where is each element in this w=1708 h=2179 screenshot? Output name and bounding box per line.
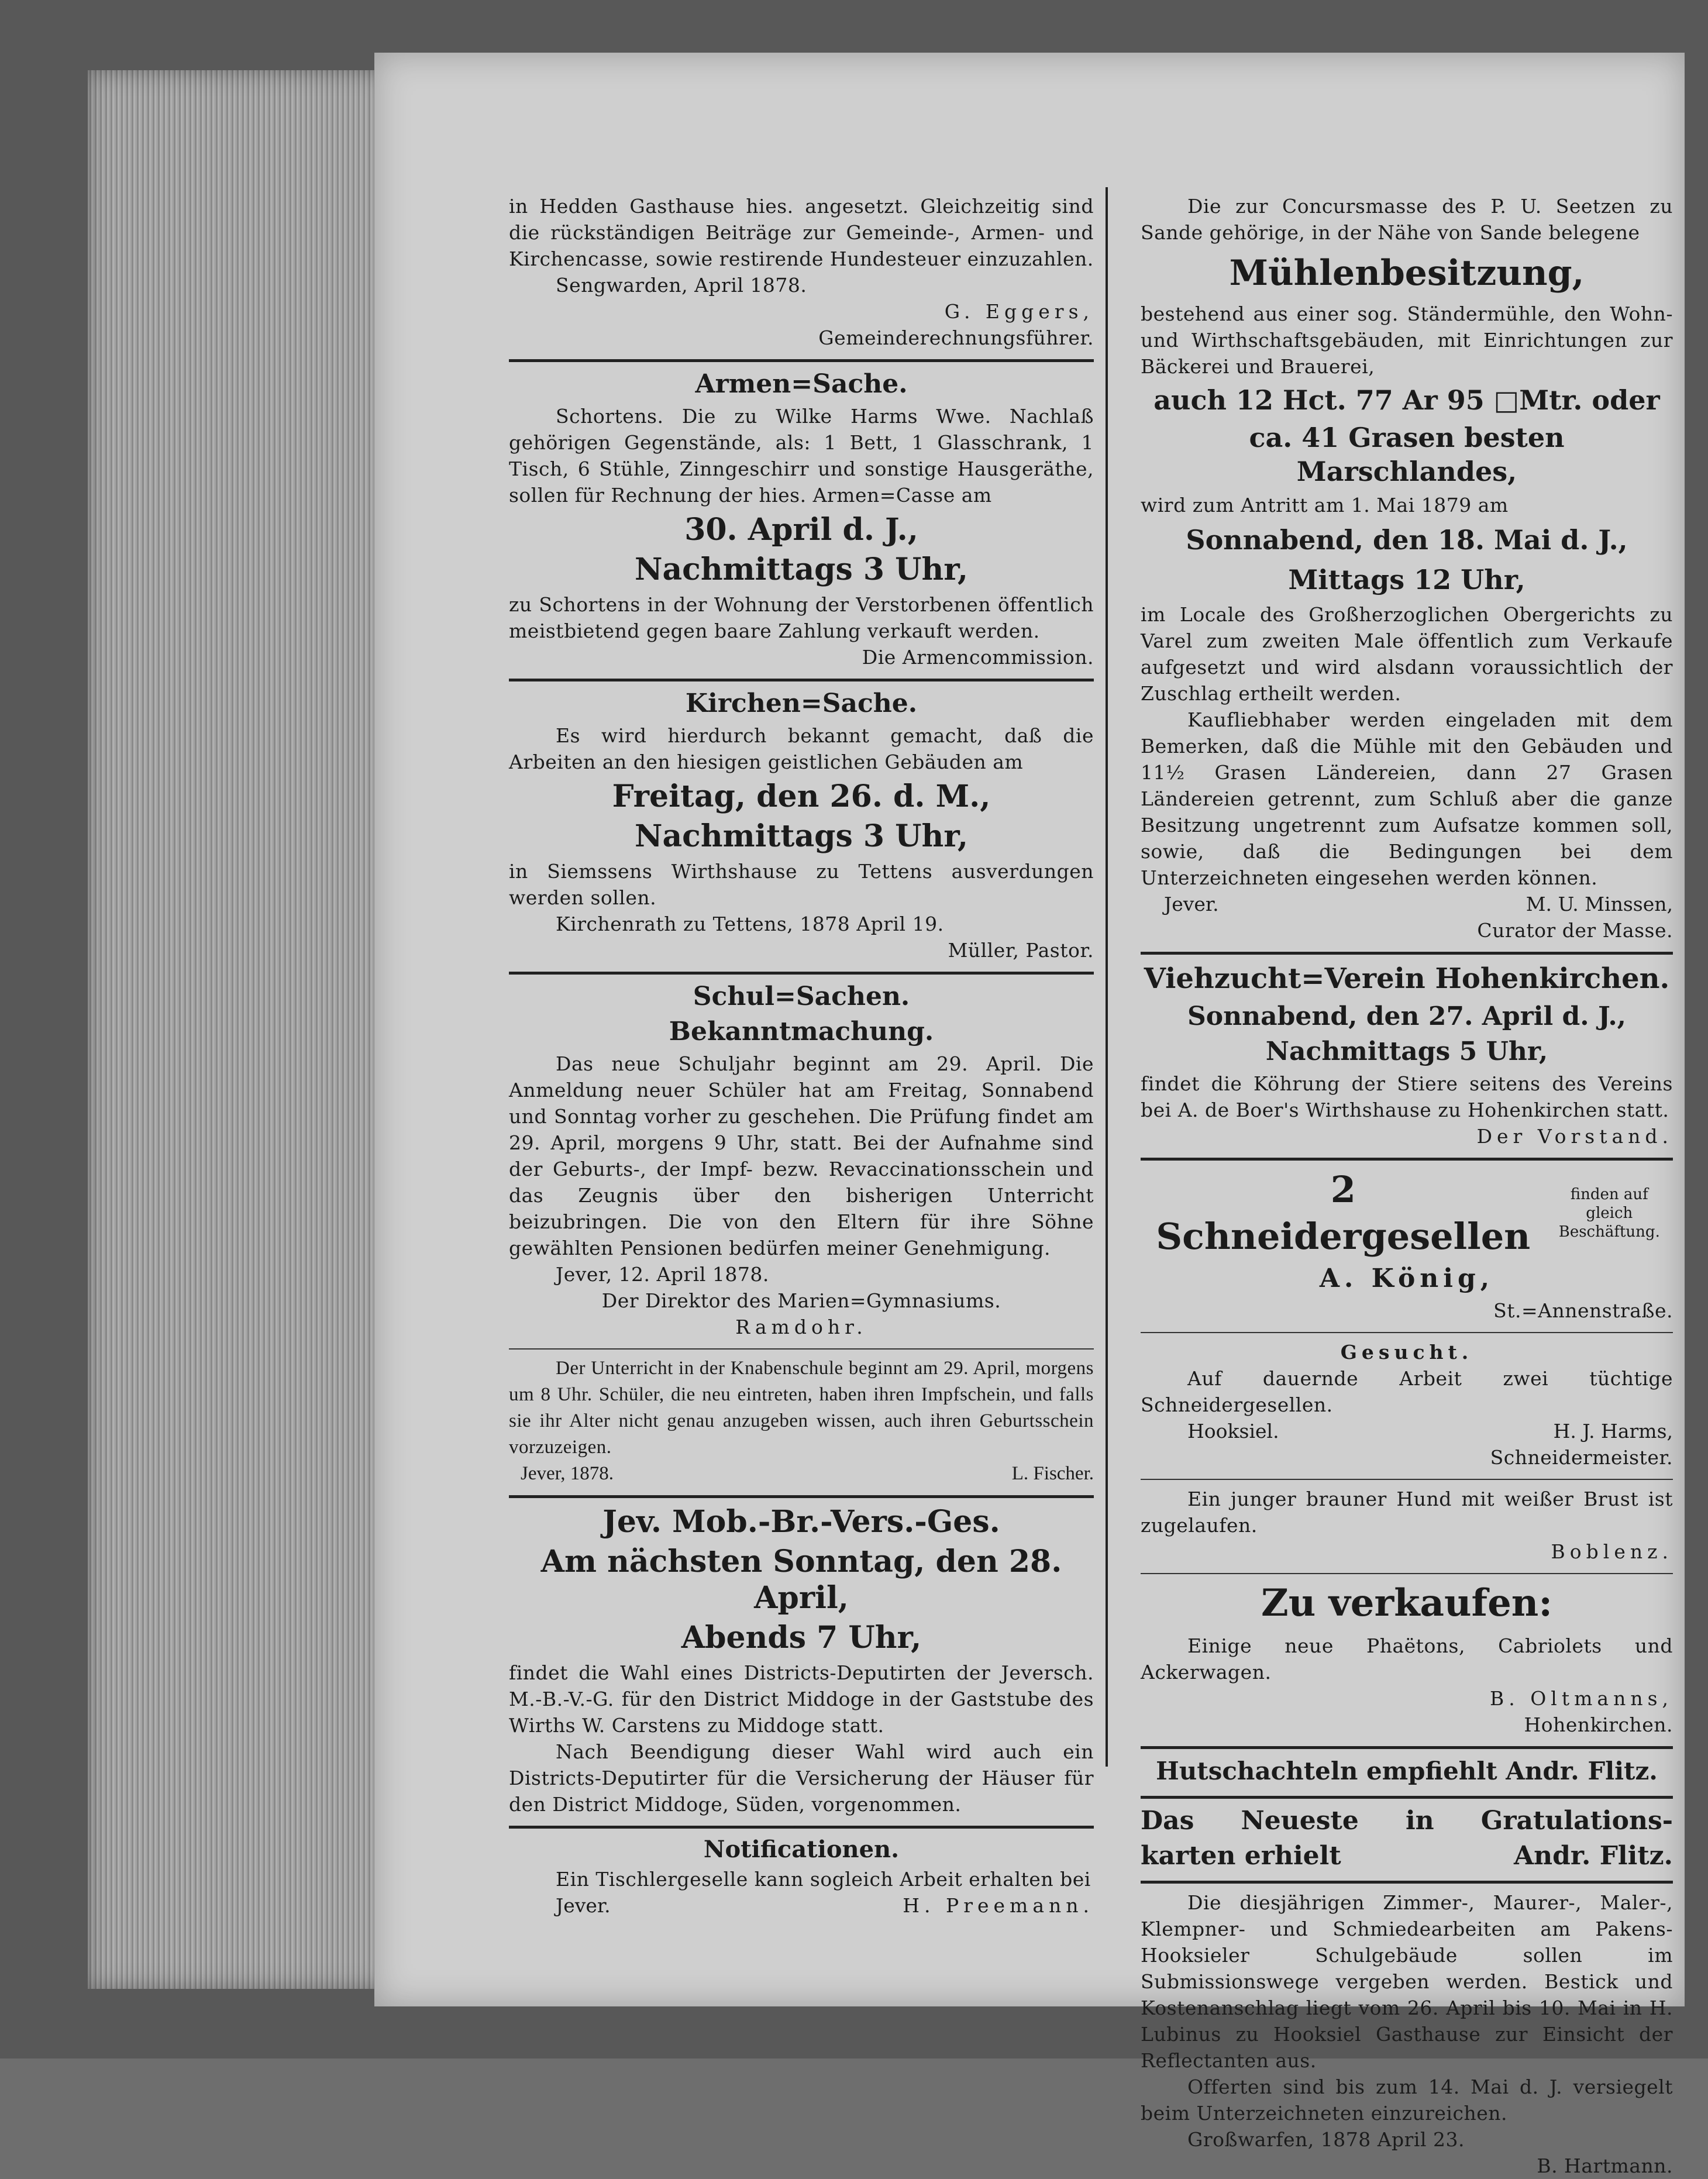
notice-signer: A. König, (1319, 1264, 1494, 1293)
notice-note (1546, 1185, 1673, 1241)
notice-hutschachteln: Hutschachteln empfiehlt Andr. Flitz. (1156, 1757, 1658, 1785)
notice-role: Gemeinderechnungsführer. (818, 326, 1094, 349)
signature-row (1141, 891, 1673, 917)
section-rule (509, 972, 1094, 975)
notice-time: Nachmittags 3 Uhr, (634, 552, 969, 587)
notice-notificationen (509, 1834, 1094, 1919)
notice-place-date: Großwarfen, 1878 April 23. (1187, 2128, 1465, 2151)
notice-submission (1141, 1889, 1673, 2179)
notice-text: Ein Tischlergeselle kann sogleich Arbeit erhalten bei (556, 1868, 1091, 1891)
section-rule (509, 1826, 1094, 1829)
section-subheading: Bekanntmachung. (669, 1017, 934, 1047)
notice-text: Einige neue Phaëtons, Cabriolets und Ackerwagen. (1141, 1634, 1673, 1684)
notice-place: Hohenkirchen. (1524, 1713, 1673, 1736)
notice-text: Es wird hierdurch bekannt gemacht, daß die Arbeiten an den hiesigen geistlichen Gebäuden am (509, 724, 1094, 773)
notice-heading: Das Neueste in Gratulations- (1141, 1806, 1673, 1836)
section-heading: Kirchen=Sache. (685, 689, 918, 718)
notice-kirchen (509, 687, 1094, 963)
notice-text: Ein junger brauner Hund mit weißer Brust ist zugelaufen. (1141, 1488, 1673, 1537)
section-rule (509, 679, 1094, 681)
notice-text: Die diesjährigen Zimmer-, Maurer-, Maler-, Klempner- und Schmiedearbeiten am Pakens-Hooksieler Schulgebäude sollen im Submissionswege vergeben werden. Bestick und Kostenanschlag liegt vom 26. April bis 10. Mai in H. Lubinus zu Hooksiel Gasthause zur Einsicht der Reflectanten aus. (1141, 1891, 1673, 2072)
notice-signer: Andr. Flitz. (1514, 1841, 1673, 1871)
notice-place: Hooksiel. (1187, 1420, 1279, 1443)
notice-time: Abends 7 Uhr, (681, 1620, 922, 1655)
notice-text: zu Schortens in der Wohnung der Verstorbenen öffentlich meistbietend gegen baare Zahlung verkauft werden. (509, 593, 1094, 642)
notice-hund (1141, 1486, 1673, 1565)
notice-time: Nachmittags 3 Uhr, (634, 818, 969, 854)
notice-heading: 2 Schneidergesellen (1156, 1168, 1531, 1258)
notice-date: Freitag, den 26. d. M., (612, 779, 991, 814)
notice-jev (509, 1504, 1094, 1817)
notice-heading: Gesucht. (1340, 1341, 1473, 1364)
heading-row (1141, 1840, 1673, 1872)
notice-sengwarden (509, 193, 1094, 351)
notice-size: ca. 41 Grasen besten Marschlandes, (1249, 422, 1565, 487)
notice-signer: H. Preemann. (903, 1894, 1094, 1917)
notice-text: wird zum Antritt am 1. Mai 1879 am (1141, 494, 1509, 517)
notice-signer: Boblenz. (1551, 1540, 1673, 1563)
notice-address: St.=Annenstraße. (1493, 1299, 1673, 1322)
notice-text: Das neue Schuljahr beginnt am 29. April. Die Anmeldung neuer Schüler hat am Freitag, Sonnabend und Sonntag vorher zu geschehen. Die Prüfung findet am 29. April, morgens 9 Uhr, statt. Bei der Aufnahme sind der Geburts-, der Impf- bezw. Revaccinationsschein und das Zeugnis über den bisherigen Unterricht beizubringen. Die von den Eltern für ihre Söhne gewählten Pensionen bedürfen meiner Genehmigung. (509, 1052, 1094, 1259)
notice-text: findet die Köhrung der Stiere seitens des Vereins bei A. de Boer's Wirthshause zu Hohenkirchen statt. (1141, 1072, 1673, 1121)
notice-text: in Siemssens Wirthshause zu Tettens ausverdungen werden sollen. (509, 860, 1094, 909)
section-rule-thin (509, 1348, 1094, 1350)
notice-signer: Ramdohr. (735, 1316, 867, 1338)
notice-text: Offerten sind bis zum 14. Mai d. J. versiegelt beim Unterzeichneten einzureichen. (1141, 2075, 1673, 2125)
notice-signer: L. Fischer. (1011, 1463, 1094, 1484)
notice-size: auch 12 Hct. 77 Ar 95 □Mtr. oder (1153, 384, 1660, 416)
notice-date: Am nächsten Sonntag, den 28. April, (540, 1544, 1062, 1616)
notice-text: Der Unterricht in der Knabenschule beginnt am 29. April, morgens um 8 Uhr. Schüler, die neu eintreten, haben ihren Impfschein, und falls sie ihr Alter nicht genau anzugeben wissen, auch ihren Geburtsschein vorzuzeigen. (509, 1358, 1094, 1458)
notice-text: in Hedden Gasthause hies. angesetzt. Gleichzeitig sind die rückständigen Beiträge zur Gemeinde-, Armen- und Kirchencasse, sowie restirende Hundesteuer einzuzahlen. (509, 195, 1094, 270)
notice-signer: B. Hartmann. (1537, 2154, 1673, 2177)
notice-heading-part: karten erhielt (1141, 1841, 1341, 1871)
right-column (1141, 193, 1673, 2179)
notice-heading: Viehzucht=Verein Hohenkirchen. (1144, 962, 1670, 995)
notice-signer: Die Armencommission. (862, 646, 1094, 669)
notice-signer: H. J. Harms, (1553, 1420, 1673, 1443)
notice-heading: Mühlenbesitzung, (1229, 253, 1585, 294)
notice-place-date: Kirchenrath zu Tettens, 1878 April 19. (556, 913, 944, 935)
signature-row (1141, 1418, 1673, 1444)
notice-text: findet die Wahl eines Districts-Deputirten der Jeversch. M.-B.-V.-G. für den District Middoge in der Gaststube des Wirths W. Carstens zu Middoge statt. (509, 1661, 1094, 1737)
notice-place: Jever. (556, 1894, 611, 1917)
section-rule-thin (1141, 1573, 1673, 1574)
section-rule (1141, 1881, 1673, 1884)
notice-place: Jever. (1164, 893, 1219, 915)
notice-gratulationskarten (1141, 1805, 1673, 1872)
notice-muehle (1141, 193, 1673, 944)
section-heading: Schul=Sachen. (693, 982, 910, 1011)
notice-schneidergesellen (1141, 1166, 1673, 1324)
heading-row (1141, 1166, 1673, 1260)
notice-text: Nach Beendigung dieser Wahl wird auch ein Districts-Deputirter für die Versicherung der Häuser für den District Middoge, Süden, vorgenommen. (509, 1740, 1094, 1816)
book-page-edges (88, 70, 392, 1989)
section-rule (509, 359, 1094, 362)
notice-text: Auf dauernde Arbeit zwei tüchtige Schneidergesellen. (1141, 1367, 1673, 1416)
notice-text: im Locale des Großherzoglichen Obergerichts zu Varel zum zweiten Male öffentlich zum Verkaufe aufgesetzt und wird alsdann voraussichtlich der Zuschlag ertheilt werden. (1141, 603, 1673, 705)
notice-text: Kaufliebhaber werden eingeladen mit dem Bemerken, daß die Mühle mit den Gebäuden und 11½ Grasen Ländereien, dann 27 Grasen Ländereien getrennt, zum Schluß aber die ganze Besitzung ungetrennt zum Aufsatze kommen soll, sowie, daß die Bedingungen bei dem Unterzeichneten eingesehen werden können. (1141, 708, 1673, 889)
section-rule (1141, 1158, 1673, 1161)
notice-role: Curator der Masse. (1477, 919, 1673, 942)
notice-place-date: Jever, 1878. (521, 1463, 614, 1484)
notice-time: Nachmittags 5 Uhr, (1265, 1037, 1548, 1066)
signature-row (509, 1892, 1094, 1919)
notice-note-line: Beschäftung. (1558, 1223, 1660, 1241)
notice-signer: B. Oltmanns, (1490, 1687, 1673, 1710)
notice-signer: M. U. Minssen, (1526, 893, 1673, 915)
notice-armen (509, 368, 1094, 670)
notice-role: Schneidermeister. (1490, 1446, 1673, 1469)
section-heading: Armen=Sache. (695, 369, 908, 399)
section-rule (1141, 952, 1673, 955)
section-heading: Jev. Mob.-Br.-Vers.-Ges. (602, 1504, 1000, 1540)
section-rule-thin (1141, 1332, 1673, 1333)
notice-signer: Müller, Pastor. (948, 939, 1094, 962)
notice-date: Sonnabend, den 18. Mai d. J., (1186, 524, 1628, 556)
signature-row (509, 1461, 1094, 1487)
notice-date: 30. April d. J., (684, 512, 918, 548)
section-rule (1141, 1796, 1673, 1799)
notice-signer: Der Vorstand. (1476, 1125, 1673, 1148)
left-column (509, 193, 1094, 1919)
notice-role: Der Direktor des Marien=Gymnasiums. (601, 1289, 1001, 1312)
notice-note-line: finden auf gleich (1570, 1186, 1648, 1222)
notice-gesucht (1141, 1339, 1673, 1471)
section-rule (509, 1495, 1094, 1498)
column-divider (1106, 187, 1108, 1767)
notice-verkaufen (1141, 1580, 1673, 1738)
notice-text: Die zur Concursmasse des P. U. Seetzen zu Sande gehörige, in der Nähe von Sande belegene (1141, 195, 1673, 244)
section-heading: Notificationen. (703, 1836, 900, 1863)
section-rule (1141, 1746, 1673, 1749)
notice-text: Schortens. Die zu Wilke Harms Wwe. Nachlaß gehörigen Gegenstände, als: 1 Bett, 1 Glasschrank, 1 Tisch, 6 Stühle, Zinngeschirr und sonstige Hausgeräthe, sollen für Rechnung der hies. Armen=Casse am (509, 405, 1094, 507)
notice-heading: Zu verkaufen: (1261, 1581, 1552, 1625)
notice-schul (509, 980, 1094, 1487)
notice-signer: G. Eggers, (944, 300, 1094, 323)
notice-text: bestehend aus einer sog. Ständermühle, den Wohn- und Wirthschaftsgebäuden, mit Einrichtungen zur Bäckerei und Brauerei, (1141, 302, 1673, 378)
notice-viehzucht (1141, 961, 1673, 1149)
notice-place-date: Sengwarden, April 1878. (556, 274, 807, 297)
section-rule-thin (1141, 1479, 1673, 1480)
notice-place-date: Jever, 12. April 1878. (556, 1263, 769, 1286)
notice-date: Sonnabend, den 27. April d. J., (1187, 1001, 1626, 1031)
notice-time: Mittags 12 Uhr, (1288, 564, 1526, 595)
